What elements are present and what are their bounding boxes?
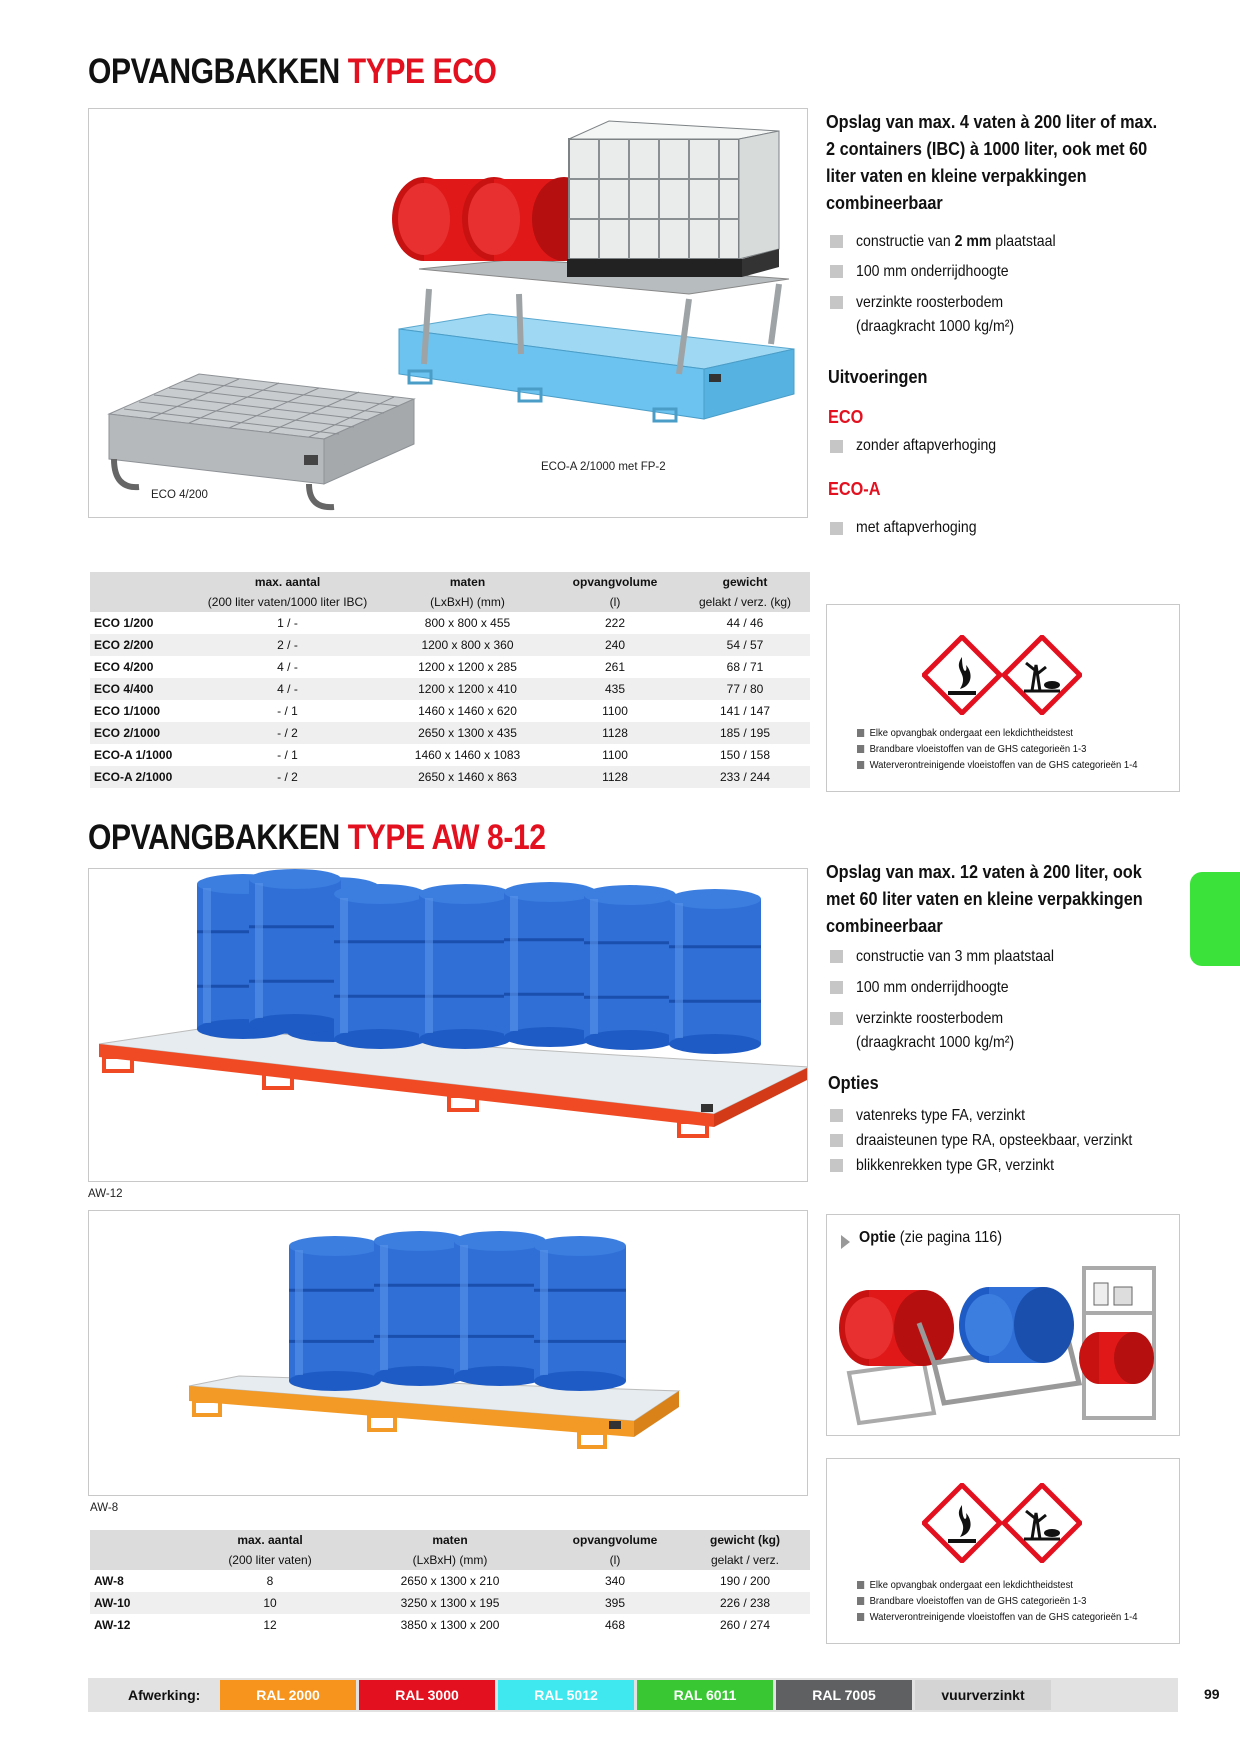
table-cell: - / 1 xyxy=(277,704,298,718)
aw-8-illustration xyxy=(89,1211,808,1496)
col-opvangvolume: opvangvolume xyxy=(572,575,658,589)
table-row xyxy=(90,612,810,634)
finish-swatch: RAL 6011 xyxy=(637,1680,773,1710)
table-cell-model: ECO 2/200 xyxy=(94,638,154,652)
bullet-square xyxy=(830,1134,843,1147)
aw-spec-table xyxy=(90,1530,810,1636)
bullet-square xyxy=(830,1012,843,1025)
table-cell: 260 / 274 xyxy=(719,1618,771,1632)
aw-bullet-grating-capacity: (draagkracht 1000 kg/m²) xyxy=(856,1034,1015,1051)
caption-eco-4-200: ECO 4/200 xyxy=(151,489,208,501)
opties-heading: Opties xyxy=(828,1072,879,1093)
table-subheader-row: (200 liter vaten) (LxBxH) (mm) (l) gelakt / verz. xyxy=(90,1550,810,1570)
section-tab-green xyxy=(1190,872,1240,966)
table-cell-model: AW-8 xyxy=(94,1574,124,1588)
aw-title: OPVANGBAKKEN TYPE AW 8-12 xyxy=(88,818,546,857)
table-cell: 2650 x 1300 x 435 xyxy=(418,726,517,740)
col-max-aantal: max. aantal xyxy=(254,575,321,589)
table-cell: 240 xyxy=(604,638,626,652)
table-cell: 1200 x 1200 x 410 xyxy=(418,682,517,696)
optie-item: blikkenrekken type GR, verzinkt xyxy=(856,1157,1054,1174)
eco-bullet-construction: constructie van 2 mm plaatstaal xyxy=(856,233,1056,250)
eco-bullet-grating-capacity: (draagkracht 1000 kg/m²) xyxy=(856,318,1015,335)
table-cell-model: ECO-A 2/1000 xyxy=(94,770,173,784)
finish-label: Afwerking: xyxy=(128,1687,201,1703)
eco-hazard-box xyxy=(826,604,1180,792)
aw-12-illustration xyxy=(89,869,808,1182)
table-cell: 1100 xyxy=(602,704,628,718)
bullet-square xyxy=(830,1159,843,1172)
eco-intro: Opslag van max. 4 vaten à 200 liter of max. 2 containers (IBC) à 1000 liter, ook met 60 liter vaten en kleine verpakkingen combineerbaar xyxy=(826,111,1158,213)
note-item: Brandbare vloeistoffen van de GHS categorieën 1-3 xyxy=(857,1593,1086,1609)
aw-table-body xyxy=(90,1570,810,1636)
table-cell-model: ECO 4/200 xyxy=(94,660,154,674)
eco-a-variant-label: ECO-A xyxy=(828,478,881,499)
bullet-square xyxy=(830,950,843,963)
eco-4-200-tray xyxy=(109,374,414,507)
draaisteun-red-drum xyxy=(839,1290,954,1423)
table-cell-model: ECO 1/1000 xyxy=(94,704,161,718)
table-cell: - / 1 xyxy=(277,748,298,762)
table-cell: 1200 x 800 x 360 xyxy=(421,638,514,652)
bullet-square xyxy=(830,265,843,278)
blikkenrek-red-drum xyxy=(1079,1268,1154,1418)
table-cell: 1460 x 1460 x 620 xyxy=(418,704,517,718)
table-cell: - / 2 xyxy=(277,726,298,740)
col-maten: maten xyxy=(432,1533,468,1547)
note-item: Waterverontreinigende vloeistoffen van de GHS categorieën 1-4 xyxy=(857,1609,1138,1625)
col-gewicht: gewicht xyxy=(722,575,768,589)
table-cell: 2 / - xyxy=(277,638,298,652)
flammable-icon xyxy=(924,637,1000,713)
table-cell: 2650 x 1460 x 863 xyxy=(418,770,517,784)
table-cell: 185 / 195 xyxy=(719,726,771,740)
optie-item: draaisteunen type RA, opsteekbaar, verzinkt xyxy=(856,1132,1133,1149)
table-cell: 226 / 238 xyxy=(719,1596,771,1610)
table-cell: - / 2 xyxy=(277,770,298,784)
bullet-square xyxy=(830,522,843,535)
aw-12-drums xyxy=(197,869,761,1054)
finish-swatch: RAL 5012 xyxy=(498,1680,634,1710)
environment-hazard-icon xyxy=(1004,1485,1080,1561)
table-row xyxy=(90,766,810,788)
note-item: Elke opvangbak ondergaat een lekdichtheidstest xyxy=(857,725,1073,741)
table-cell: 10 xyxy=(263,1596,277,1610)
table-cell-model: ECO-A 1/1000 xyxy=(94,748,173,762)
table-cell: 2650 x 1300 x 210 xyxy=(400,1574,500,1588)
finish-swatch: vuurverzinkt xyxy=(915,1680,1051,1710)
caption-eco-a-2-1000: ECO-A 2/1000 met FP-2 xyxy=(541,461,666,473)
environment-hazard-icon xyxy=(1004,637,1080,713)
table-cell-model: ECO 2/1000 xyxy=(94,726,161,740)
table-cell: 12 xyxy=(263,1618,277,1632)
optie-illustration xyxy=(829,1263,1179,1433)
table-cell: 77 / 80 xyxy=(726,682,764,696)
bullet-square xyxy=(830,440,843,453)
hazard-pictograms xyxy=(922,635,1082,715)
table-cell: 150 / 158 xyxy=(719,748,771,762)
table-row xyxy=(90,1614,810,1636)
table-row xyxy=(90,678,810,700)
aw-12-photo xyxy=(88,868,808,1182)
eco-variant-label: ECO xyxy=(828,406,864,427)
col-max-aantal: max. aantal xyxy=(237,1533,303,1547)
table-cell: 435 xyxy=(604,682,626,696)
table-cell: 340 xyxy=(604,1574,626,1588)
table-cell: 395 xyxy=(604,1596,626,1610)
eco-bullet-height: 100 mm onderrijdhoogte xyxy=(856,263,1009,280)
table-cell: 1200 x 1200 x 285 xyxy=(418,660,517,674)
table-cell-model: AW-12 xyxy=(94,1618,131,1632)
table-cell: 233 / 244 xyxy=(719,770,771,784)
table-cell-model: ECO 4/400 xyxy=(94,682,154,696)
finish-bar xyxy=(88,1678,1178,1712)
optie-box xyxy=(826,1214,1180,1436)
eco-spec-table xyxy=(90,572,810,788)
table-row xyxy=(90,656,810,678)
eco-a-variant-text: met aftapverhoging xyxy=(856,519,977,536)
bullet-square xyxy=(830,235,843,248)
aw-bullet-construction: constructie van 3 mm plaatstaal xyxy=(856,948,1054,965)
table-header-row xyxy=(90,572,810,592)
table-cell: 68 / 71 xyxy=(726,660,764,674)
table-cell: 222 xyxy=(604,616,626,630)
bullet-square xyxy=(830,296,843,309)
table-cell: 468 xyxy=(604,1618,626,1632)
aw-intro: Opslag van max. 12 vaten à 200 liter, ook met 60 liter vaten en kleine verpakkingen combineerbaar xyxy=(826,861,1143,936)
table-row xyxy=(90,700,810,722)
eco-title: OPVANGBAKKEN TYPE ECO xyxy=(88,52,497,91)
table-cell-model: ECO 1/200 xyxy=(94,616,154,630)
table-cell: 1128 xyxy=(602,726,628,740)
bullet-square xyxy=(830,1109,843,1122)
note-item: Waterverontreinigende vloeistoffen van de GHS categorieën 1-4 xyxy=(857,757,1138,773)
table-cell: 1128 xyxy=(602,770,628,784)
caption-aw-12: AW-12 xyxy=(88,1188,123,1200)
table-cell: 1460 x 1460 x 1083 xyxy=(414,748,521,762)
bullet-square xyxy=(830,981,843,994)
uitvoeringen-heading: Uitvoeringen xyxy=(828,366,928,387)
table-cell: 4 / - xyxy=(277,660,298,674)
eco-variant-text: zonder aftapverhoging xyxy=(856,437,997,454)
aw-bullet-height: 100 mm onderrijdhoogte xyxy=(856,979,1009,996)
flammable-icon xyxy=(924,1485,1000,1561)
table-cell: 4 / - xyxy=(277,682,298,696)
optie-heading: Optie (zie pagina 116) xyxy=(859,1229,1003,1246)
table-row xyxy=(90,1592,810,1614)
table-cell: 54 / 57 xyxy=(726,638,764,652)
table-row xyxy=(90,1570,810,1592)
table-cell: 8 xyxy=(266,1574,274,1588)
table-row xyxy=(90,722,810,744)
aw-bullet-grating: verzinkte roosterbodem xyxy=(856,1010,1004,1027)
col-opvangvolume: opvangvolume xyxy=(572,1533,658,1547)
table-cell: 3850 x 1300 x 200 xyxy=(400,1618,500,1632)
eco-product-photo xyxy=(88,108,808,518)
finish-swatch: RAL 7005 xyxy=(776,1680,912,1710)
eco-bullet-grating: verzinkte roosterbodem xyxy=(856,294,1004,311)
caption-aw-8: AW-8 xyxy=(90,1502,119,1514)
table-cell: 800 x 800 x 455 xyxy=(424,616,511,630)
hazard-pictograms xyxy=(922,1483,1082,1563)
page-number: 99 xyxy=(1204,1686,1220,1702)
optie-arrow-icon xyxy=(841,1235,850,1249)
aw-8-photo xyxy=(88,1210,808,1496)
table-cell: 44 / 46 xyxy=(726,616,764,630)
aw-hazard-box xyxy=(826,1458,1180,1644)
note-item: Brandbare vloeistoffen van de GHS categorieën 1-3 xyxy=(857,741,1086,757)
optie-item: vatenreks type FA, verzinkt xyxy=(856,1107,1026,1124)
eco-table-body xyxy=(90,612,810,788)
table-cell: 1 / - xyxy=(277,616,298,630)
table-subheader-row: (200 liter vaten/1000 liter IBC) (LxBxH) (mm) (l) gelakt / verz. (kg) xyxy=(90,592,810,612)
table-cell: 190 / 200 xyxy=(719,1574,771,1588)
table-header-row xyxy=(90,1530,810,1550)
aw-8-drums xyxy=(289,1231,626,1391)
col-maten: maten xyxy=(449,575,486,589)
table-cell: 3250 x 1300 x 195 xyxy=(400,1596,500,1610)
table-row xyxy=(90,744,810,766)
col-gewicht: gewicht (kg) xyxy=(709,1533,780,1547)
table-cell: 1100 xyxy=(602,748,628,762)
eco-a-2-1000-tray xyxy=(392,121,794,421)
table-cell: 261 xyxy=(604,660,626,674)
finish-swatch: RAL 3000 xyxy=(359,1680,495,1710)
finish-swatch: RAL 2000 xyxy=(220,1680,356,1710)
note-item: Elke opvangbak ondergaat een lekdichtheidstest xyxy=(857,1577,1073,1593)
table-cell: 141 / 147 xyxy=(719,704,771,718)
table-row xyxy=(90,634,810,656)
table-cell-model: AW-10 xyxy=(94,1596,131,1610)
eco-illustration xyxy=(89,109,808,518)
